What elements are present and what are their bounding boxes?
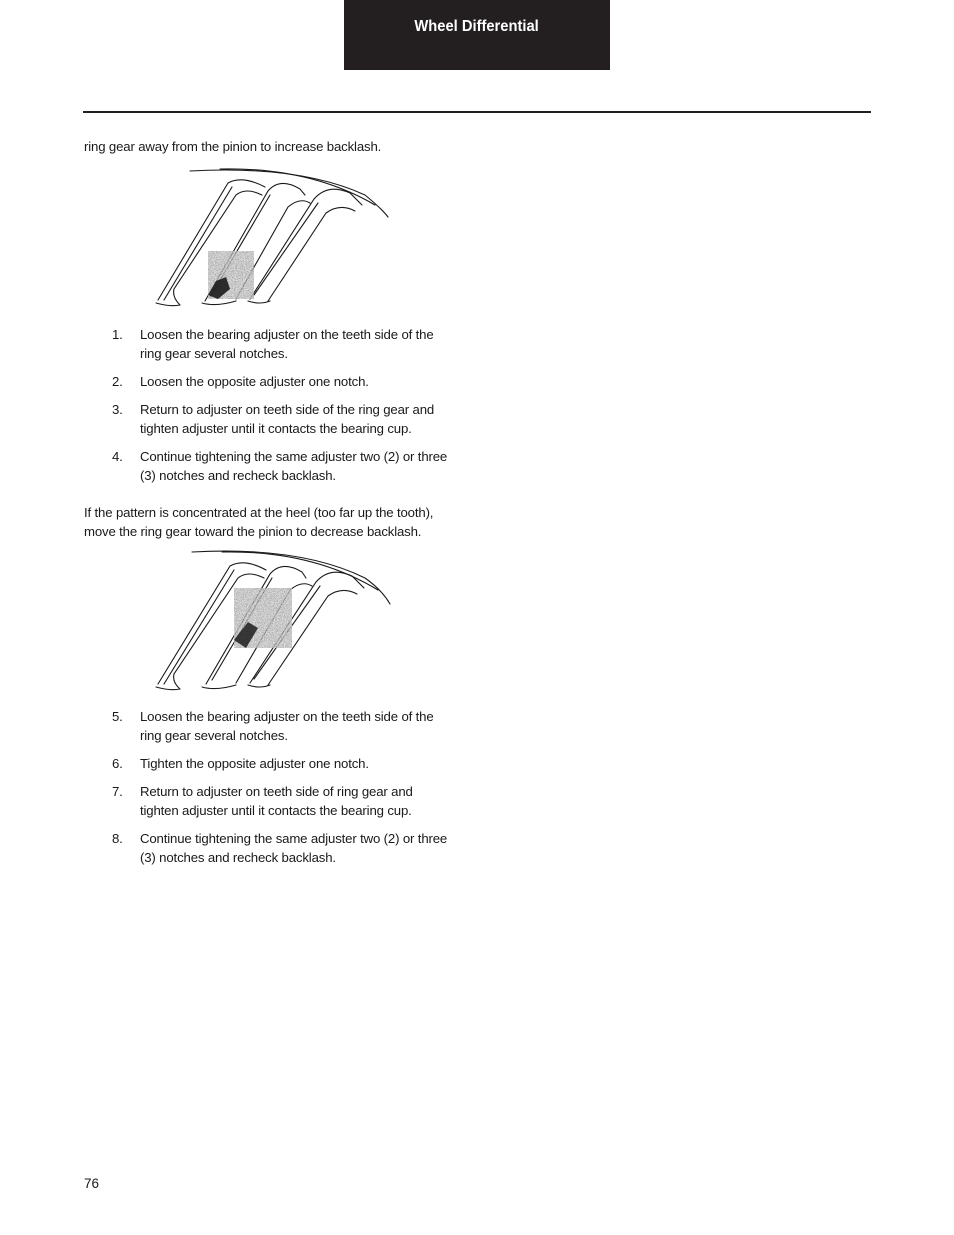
list-item: 2. Loosen the opposite adjuster one notch. bbox=[112, 374, 369, 389]
list-item: 7. Return to adjuster on teeth side of ring gear and tighten adjuster until it contacts the bearing cup. bbox=[112, 784, 413, 818]
list-item: 5. Loosen the bearing adjuster on the teeth side of the ring gear several notches. bbox=[112, 709, 434, 743]
gear-teeth-illustration-heel bbox=[150, 548, 395, 693]
gear-teeth-illustration-toe bbox=[150, 165, 395, 310]
section-header-tab bbox=[344, 0, 610, 70]
intro-paragraph: ring gear away from the pinion to increase backlash. bbox=[84, 139, 382, 154]
steps-list-1 bbox=[112, 325, 452, 494]
list-item: 1. Loosen the bearing adjuster on the teeth side of the ring gear several notches. bbox=[112, 327, 434, 361]
page-number: 76 bbox=[84, 1176, 100, 1191]
steps-list-2 bbox=[112, 707, 452, 876]
section-title: Wheel Differential bbox=[414, 18, 540, 35]
header-divider bbox=[83, 111, 871, 113]
list-item: 3. Return to adjuster on teeth side of the ring gear and tighten adjuster until it contacts the bearing cup. bbox=[112, 402, 435, 436]
list-item: 4. Continue tightening the same adjuster two (2) or three (3) notches and recheck backlash. bbox=[112, 449, 448, 483]
heel-paragraph: If the pattern is concentrated at the heel (too far up the tooth), move the ring gear toward the pinion to decrease backlash. bbox=[84, 505, 434, 539]
list-item: 6. Tighten the opposite adjuster one notch. bbox=[112, 756, 369, 771]
list-item: 8. Continue tightening the same adjuster two (2) or three (3) notches and recheck backlash. bbox=[112, 831, 448, 865]
